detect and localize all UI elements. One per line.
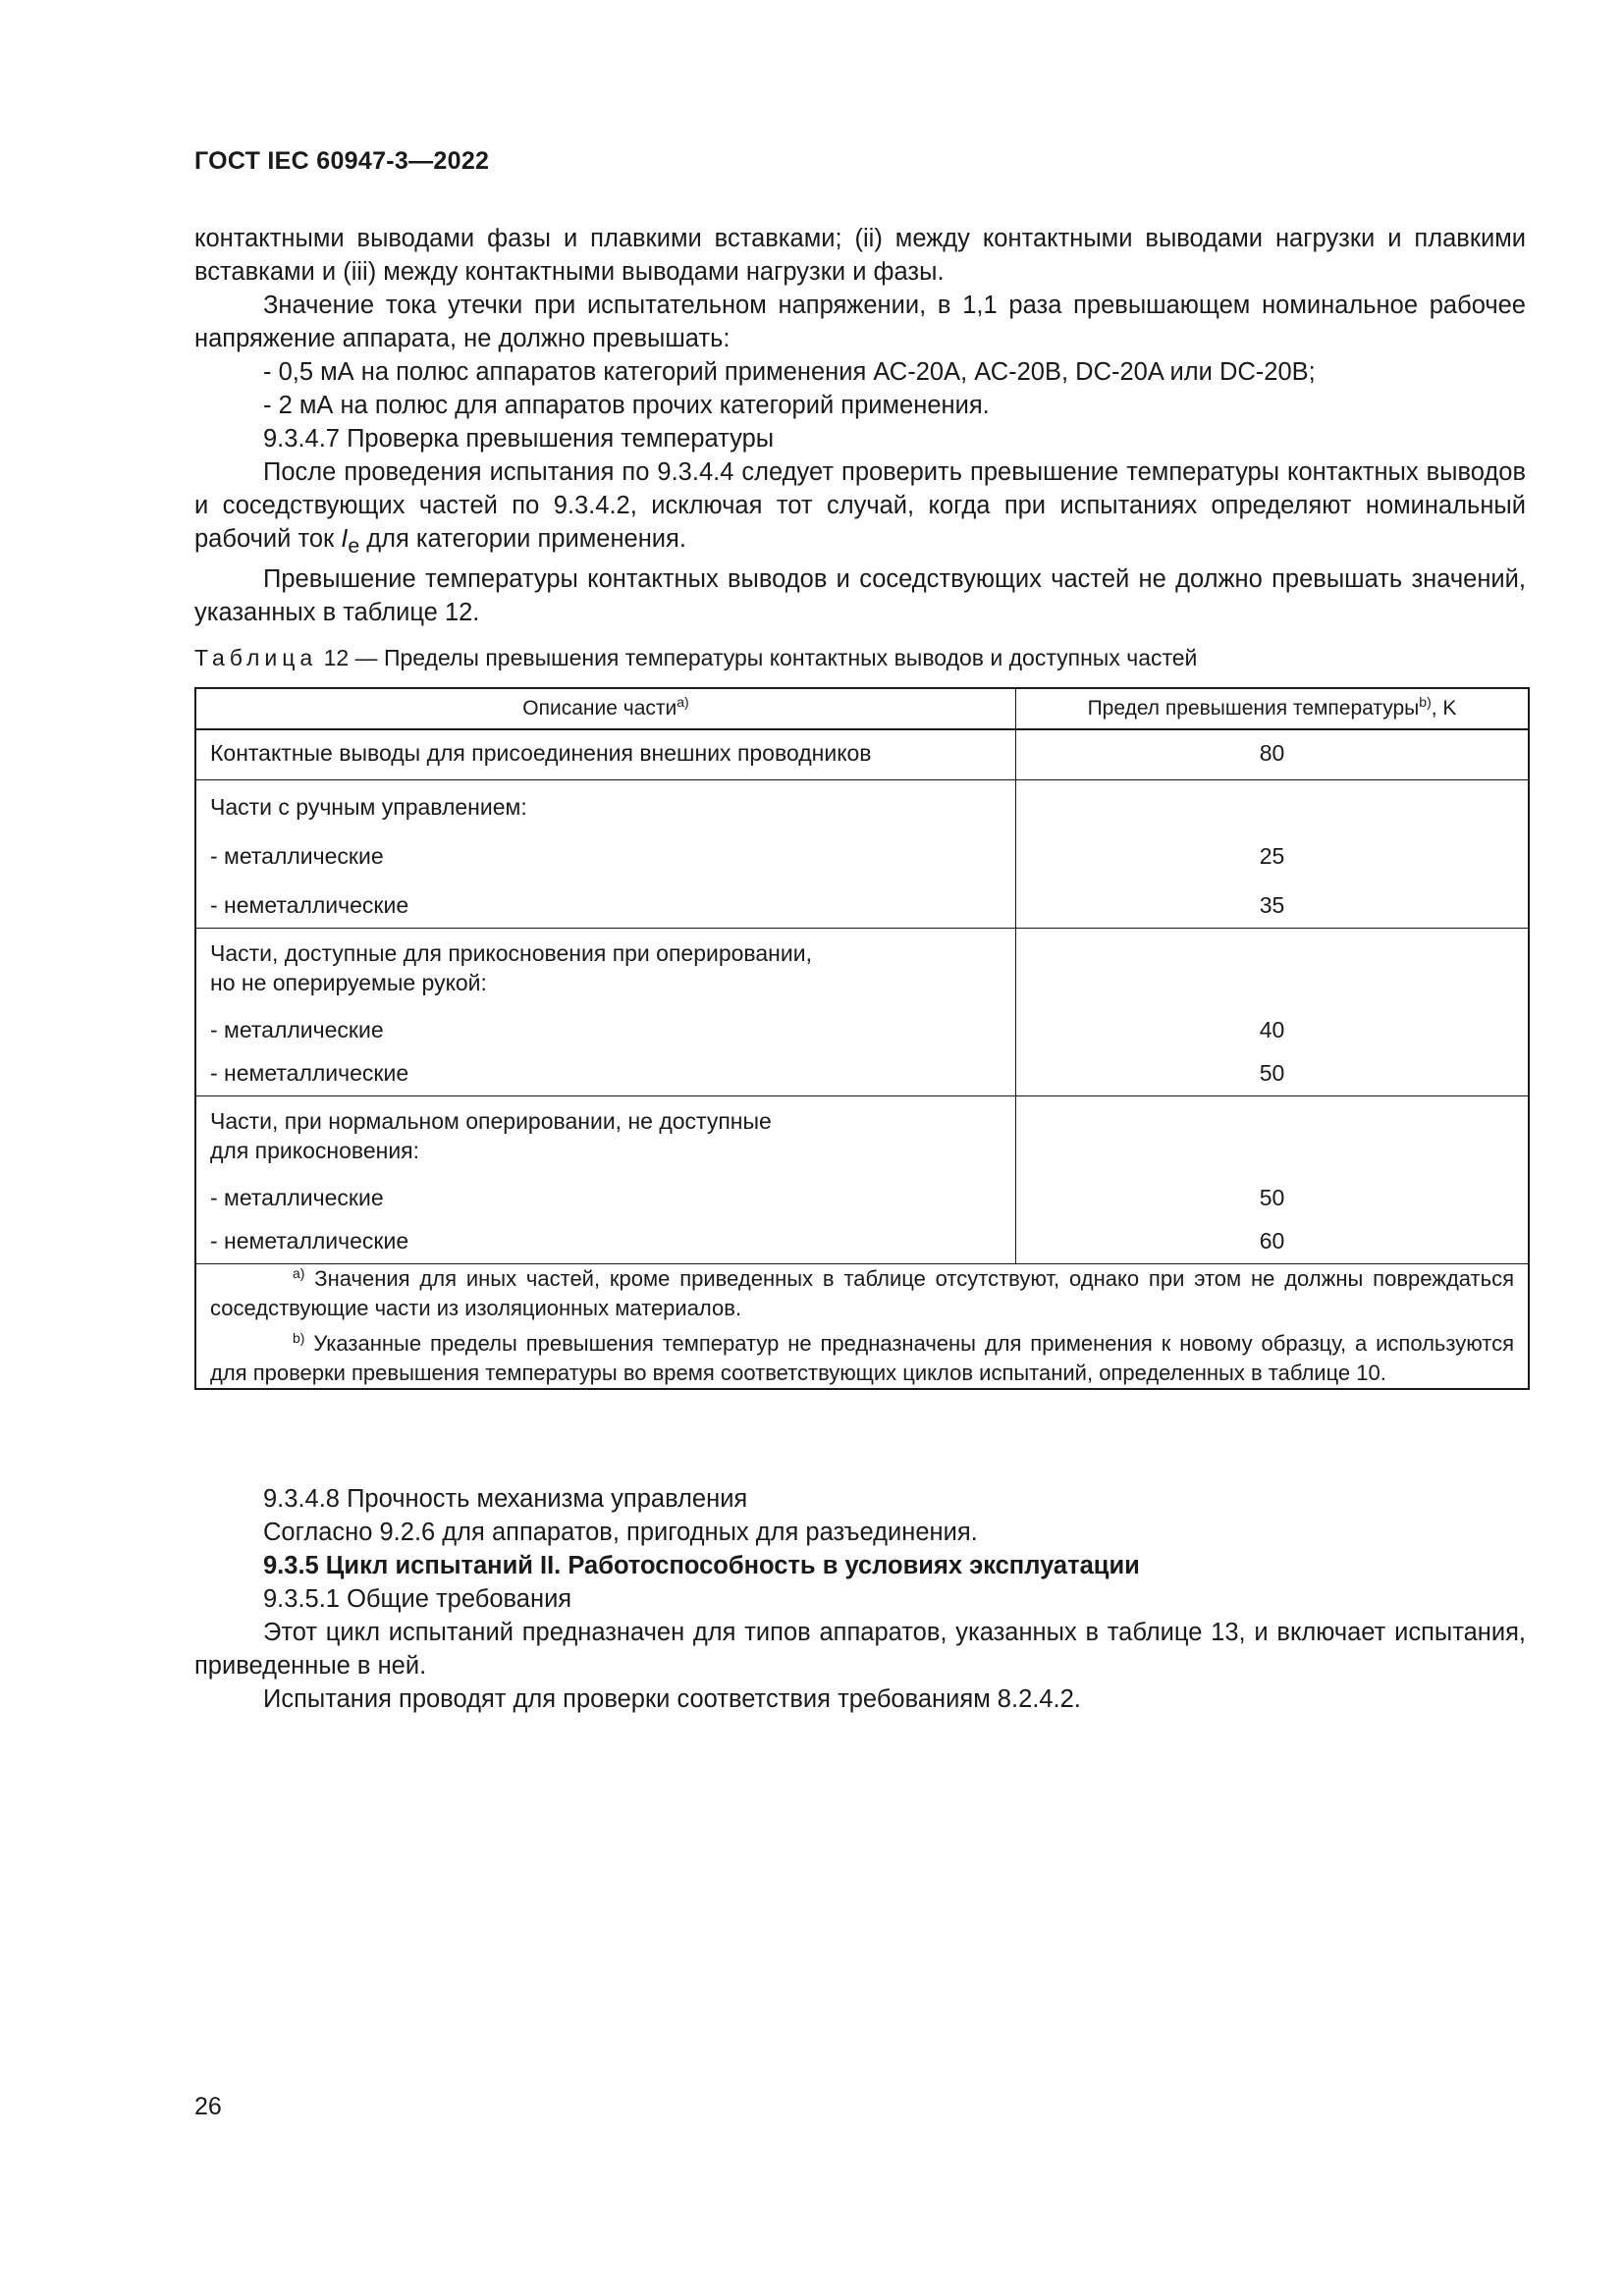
intro-text [194, 222, 1526, 629]
after-table-text [194, 1482, 1526, 1716]
table-header-row [195, 688, 1529, 729]
paragraph: Этот цикл испытаний предназначен для типов аппаратов, указанных в таблице 13, и включает испытания, приведенные в ней. [194, 1619, 1526, 1680]
table-row: Части, при нормальном оперировании, не доступные для прикосновения: - металлические - неметаллические 50 60 [195, 1096, 1529, 1264]
paragraph: После проведения испытания по 9.3.4.4 следует проверить превышение температуры контактных выводов и соседствующих частей по 9.3.4.2, исключая тот случай, когда при испытаниях определяют номинальный рабочий ток $I_e$ для категории применения. [194, 458, 1526, 559]
header-description: Описание части$^{a)}$ [195, 688, 1016, 729]
paragraph: Согласно 9.2.6 для аппаратов, пригодных для разъединения. [263, 1519, 978, 1546]
current-symbol: I [341, 525, 349, 553]
header-limit: Предел превышения температуры$^{b)}$, K [1016, 688, 1530, 729]
table-caption: Таблица 12 — Пределы превышения температуры контактных выводов и доступных частей [194, 645, 1198, 670]
paragraph: Значение тока утечки при испытательном напряжении, в 1,1 раза превышающем номинальное рабочее напряжение аппарата, не должно превышать: [194, 292, 1526, 352]
page-number: 26 [194, 2093, 222, 2120]
table-row: Части, доступные для прикосновения при оперировании, но не оперируемые рукой: - металлические - неметаллические 40 50 [195, 929, 1529, 1096]
list-item: - 2 мА на полюс для аппаратов прочих категорий применения. [263, 392, 990, 419]
section-heading: 9.3.5 Цикл испытаний II. Работоспособность в условиях эксплуатации [263, 1552, 1140, 1579]
table-notes-row [195, 1264, 1529, 1390]
section-heading: 9.3.4.7 Проверка превышения температуры [263, 425, 775, 453]
table-row: Части с ручным управлением: - металлические - неметаллические 25 35 [195, 780, 1529, 929]
temperature-limits-table [194, 687, 1530, 1390]
table-row: Контактные выводы для присоединения внешних проводников 80 [195, 729, 1529, 780]
list-item: - 0,5 мА на полюс аппаратов категорий применения АС-20А, АС-20В, DC-20A или DC-20B; [263, 358, 1316, 386]
document-header: ГОСТ IEC 60947-3—2022 [194, 147, 490, 175]
table-note: $^{b)}$ Указанные пределы превышения температур не предназначены для применения к новому образцу, а используются для проверки превышения температуры во время соответствующих циклов испытаний, определенных в таблице 10. [210, 1330, 1514, 1385]
paragraph: Испытания проводят для проверки соответствия требованиям 8.2.4.2. [263, 1685, 1081, 1713]
section-heading: 9.3.5.1 Общие требования [263, 1585, 572, 1613]
section-heading: 9.3.4.8 Прочность механизма управления [263, 1485, 748, 1513]
paragraph: Превышение температуры контактных выводов и соседствующих частей не должно превышать значений, указанных в таблице 12. [194, 565, 1526, 627]
table-note: $^{a)}$ Значения для иных частей, кроме приведенных в таблице отсутствуют, однако при этом не должны повреждаться соседствующие части из изоляционных материалов. [210, 1265, 1514, 1320]
paragraph: контактными выводами фазы и плавкими вставками; (ii) между контактными выводами нагрузки и плавкими вставками и (iii) между контактными выводами нагрузки и фазы. [194, 225, 1526, 286]
